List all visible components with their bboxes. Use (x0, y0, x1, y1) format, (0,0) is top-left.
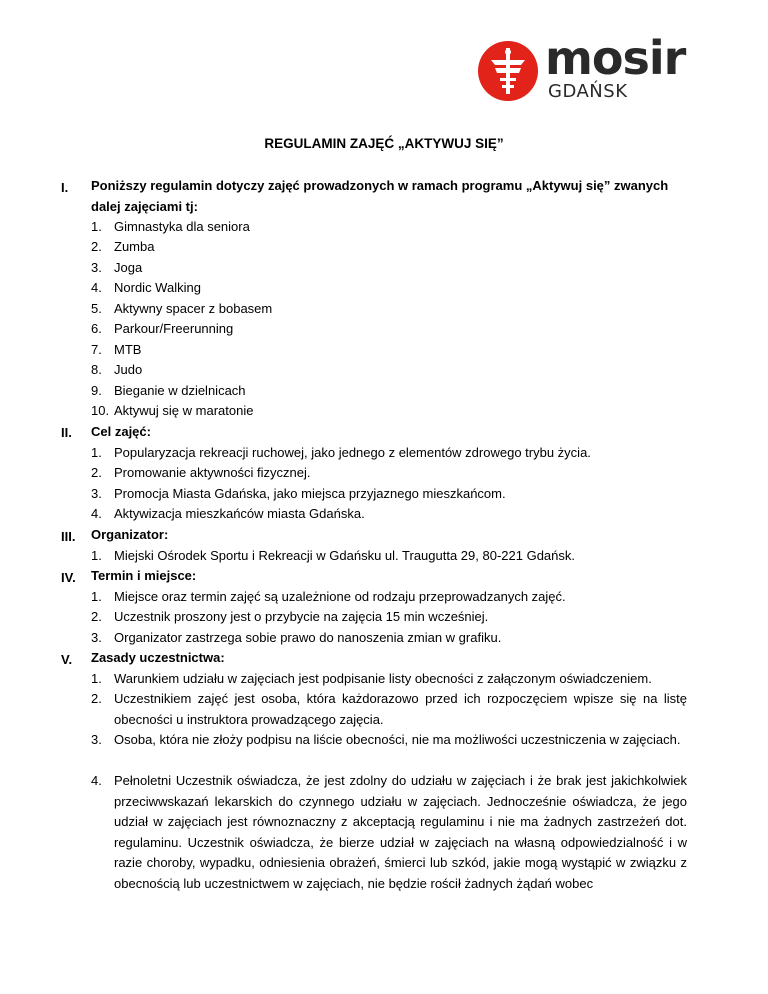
section-numeral: I. (61, 180, 69, 195)
logo-name: mosir (545, 31, 686, 85)
section-numeral: V. (61, 652, 73, 667)
document-title: REGULAMIN ZAJĘĆ „AKTYWUJ SIĘ” (264, 136, 504, 151)
mosir-logo (477, 31, 687, 108)
section-heading: Organizator: (91, 527, 169, 542)
section-heading: Zasady uczestnictwa: (91, 650, 225, 665)
section-heading-cont: dalej zajęciami tj: (91, 199, 198, 214)
mosir-emblem-icon (477, 40, 539, 102)
section-heading: Cel zajęć: (91, 424, 151, 439)
section-numeral: II. (61, 425, 72, 440)
section-numeral: IV. (61, 570, 76, 585)
section-numeral: III. (61, 529, 76, 544)
section-heading: Poniższy regulamin dotyczy zajęć prowadzonych w ramach programu „Aktywuj się” zwanych (91, 178, 669, 193)
section-heading: Termin i miejsce: (91, 568, 197, 583)
logo-city: GDAŃSK (548, 81, 628, 102)
